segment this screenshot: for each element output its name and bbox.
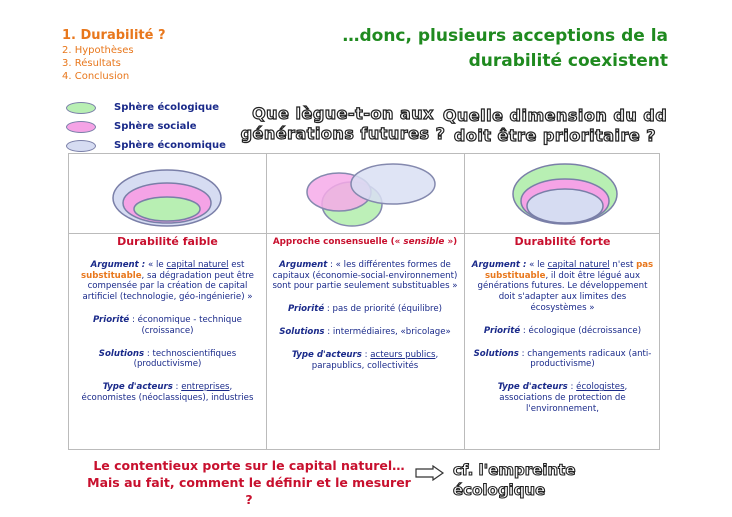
column-strong bbox=[464, 234, 661, 449]
ecological-sphere-icon bbox=[134, 197, 200, 221]
economic-sphere-icon bbox=[351, 164, 435, 204]
economic-sphere-icon bbox=[527, 189, 603, 223]
nav-item-resultats[interactable]: 3. Résultats bbox=[62, 58, 121, 69]
weak-sustainability-diagram bbox=[113, 170, 221, 226]
column-heading: Durabilité faible bbox=[117, 235, 218, 248]
slide-title bbox=[268, 24, 668, 74]
conclusion-text bbox=[84, 457, 414, 508]
actors-text: Type d'acteurs : acteurs publics, parapublics, collectivités bbox=[291, 349, 439, 371]
ecological-sphere-icon bbox=[66, 102, 96, 114]
column-weak bbox=[69, 234, 266, 449]
priority-text: Priorité : pas de priorité (équilibre) bbox=[287, 304, 443, 315]
actors-link[interactable]: écologistes bbox=[576, 382, 625, 393]
priority-text: Priorité : écologique (décroissance) bbox=[483, 325, 642, 336]
capital-naturel-link[interactable]: capital naturel bbox=[166, 259, 229, 270]
capital-naturel-link[interactable]: capital naturel bbox=[547, 259, 610, 270]
actors-text: Type d'acteurs : entreprises, économistes (néoclassiques), industries bbox=[81, 382, 254, 403]
column-consensual bbox=[266, 234, 464, 449]
nav-item-conclusion[interactable]: 4. Conclusion bbox=[62, 71, 130, 82]
legend-item-ecologique bbox=[66, 98, 226, 117]
actors-text: Type d'acteurs : écologistes, associations de protection de l'environnement, bbox=[497, 382, 628, 414]
column-heading: Durabilité forte bbox=[514, 235, 611, 248]
legend-label: Sphère sociale bbox=[114, 121, 197, 132]
solutions-text: Solutions : changements radicaux (anti-productivisme) bbox=[473, 348, 652, 370]
priority-text: Priorité : économique - technique (croissance) bbox=[93, 314, 242, 336]
conclusion-line2: Mais au fait, comment le définir et le mesurer ? bbox=[87, 475, 411, 507]
nav-item-hypotheses[interactable]: 2. Hypothèses bbox=[62, 45, 134, 56]
question-heritage: Que lègue-t-on aux générations futures ? bbox=[240, 104, 446, 143]
conclusion-line1: Le contentieux porte sur le capital naturel… bbox=[93, 458, 405, 473]
actors-link[interactable]: entreprises bbox=[181, 382, 230, 393]
slide-title-line1: …donc, plusieurs acceptions de la bbox=[342, 26, 668, 46]
question-priority: Quelle dimension du dd doit être prioritaire ? bbox=[442, 106, 668, 145]
slide-title-line2: durabilité coexistent bbox=[468, 51, 668, 71]
legend-item-sociale bbox=[66, 117, 226, 136]
sphere-diagrams bbox=[69, 154, 661, 233]
argument-text: Argument : « le capital naturel n'est pas substituable, il doit être légué aux générations futures. Le développement doit s'adapter aux limites des écosystèmes » bbox=[471, 259, 654, 313]
strong-sustainability-diagram bbox=[513, 164, 617, 224]
arrow-right-icon bbox=[415, 465, 445, 481]
social-sphere-icon bbox=[66, 121, 96, 133]
comparison-table bbox=[68, 153, 660, 450]
argument-text: Argument : « le capital naturel est substituable, sa dégradation peut être compensée par la création de capital artificiel (technologie, géo-ingénierie) » bbox=[81, 259, 254, 303]
solutions-text: Solutions : technoscientifiques (productivisme) bbox=[98, 348, 237, 370]
sphere-legend bbox=[66, 98, 226, 155]
actors-link[interactable]: acteurs publics bbox=[370, 349, 436, 360]
legend-label: Sphère économique bbox=[114, 140, 226, 151]
consensual-diagram bbox=[307, 164, 435, 226]
ecological-footprint-ref: cf. l'empreinte écologique bbox=[453, 461, 576, 499]
argument-text: Argument : « les différentes formes de capitaux (économie-social-environnement) sont pour partie seulement substituables » bbox=[272, 259, 458, 292]
economic-sphere-icon bbox=[66, 140, 96, 152]
legend-label: Sphère écologique bbox=[114, 102, 219, 113]
column-heading: Approche consensuelle (« sensible ») bbox=[272, 237, 458, 247]
nav-item-current[interactable]: 1. Durabilité ? bbox=[62, 28, 166, 43]
solutions-text: Solutions : intermédiaires, «bricolage» bbox=[279, 326, 451, 337]
outline-nav bbox=[62, 28, 166, 83]
